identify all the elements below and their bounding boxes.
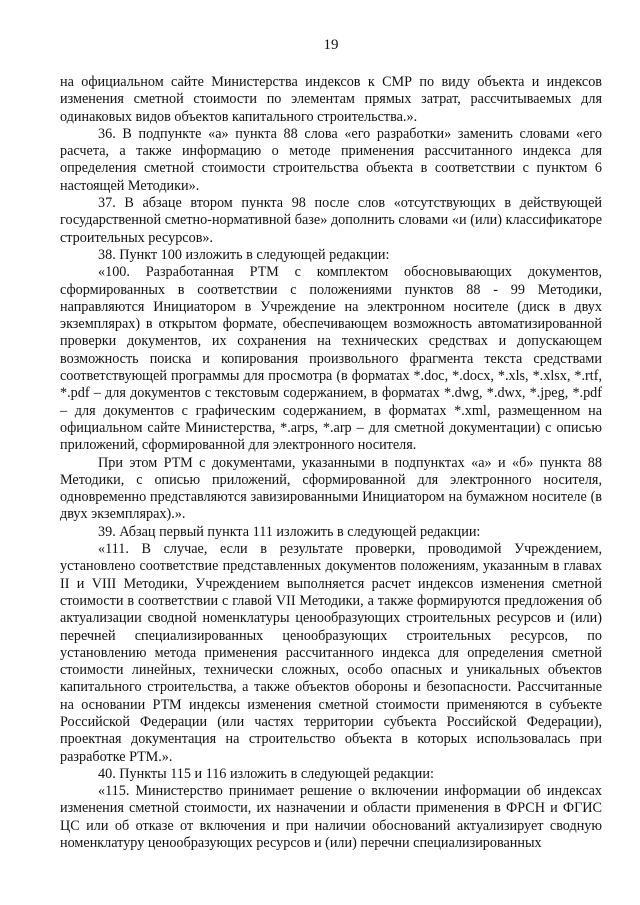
document-body: [60, 74, 602, 852]
paragraph: 37. В абзаце втором пункта 98 после слов «отсутствующих в действующей государственной сметно-нормативной базе» дополнить словами «и (или) классификаторе строительных ресурсов».: [60, 195, 602, 246]
paragraph: на официальном сайте Министерства индексов к СМР по виду объекта и индексов изменения сметной стоимости по элементам прямых затрат, рассчитываемых для одинаковых видов объектов капитального строительства.».: [60, 74, 602, 125]
paragraph: «100. Разработанная РТМ с комплектом обосновывающих документов, сформированных в соответствии с положениями пунктов 88 - 99 Методики, направляются Инициатором в Учреждение на электронном носителе (диск в двух экземплярах) в открытом формате, обеспечивающем возможность автоматизированной проверки документов, их сохранения на технических средствах и допускающем возможность поиска и копирования произвольного фрагмента текста средствами соответствующей программы для просмотра (в форматах *.doc, *.docx, *.xls, *.xlsx, *.rtf, *.pdf – для документов с текстовым содержанием, в форматах *.dwg, *.dwx, *.jpeg, *.pdf – для документов с графическим содержанием, в форматах *.xml, размещенном на официальном сайте Министерства, *.arps, *.arp – для сметной документации) с описью приложений, сформированной для электронного носителя.: [60, 264, 602, 454]
paragraph: «111. В случае, если в результате проверки, проводимой Учреждением, установлено соответствие представленных документов положениям, указанным в главах II и VIII Методики, Учреждением выполняется расчет индексов изменения сметной стоимости в соответствии с главой VII Методики, а также формируются предложения об актуализации сводной номенклатуры ценообразующих строительных ресурсов и (или) перечней специализированных ценообразующих строительных ресурсов, по установлению метода применения рассчитанного индекса для определения сметной стоимости линейных, технически сложных, особо опасных и уникальных объектов капитального строительства, а также объектов обороны и безопасности. Рассчитанные на основании РТМ индексы изменения сметной стоимости применяются в субъекте Российской Федерации (или частях территории субъекта Российской Федерации), проектная документация на строительство объекта в которых использовалась при разработке РТМ.».: [60, 541, 602, 765]
paragraph: 36. В подпункте «а» пункта 88 слова «его разработки» заменить словами «его расчета, а также информацию о методе применения рассчитанного индекса для определения сметной стоимости строительства объекта в соответствии с пунктом 6 настоящей Методики».: [60, 125, 602, 194]
page-number: 19: [323, 37, 339, 53]
paragraph: «115. Министерство принимает решение о включении информации об индексах изменения сметной стоимости, их назначении и области применения в ФРСН и ФГИС ЦС или об отказе от включения и при наличии обоснований актуализирует сводную номенклатуру ценообразующих ресурсов и (или) перечни специализированных: [60, 783, 602, 852]
paragraph: При этом РТМ с документами, указанными в подпунктах «а» и «б» пункта 88 Методики, с описью приложений, сформированной для электронного носителя, одновременно представляются завизированными Инициатором на бумажном носителе (в двух экземплярах).».: [60, 454, 602, 523]
paragraph: 40. Пункты 115 и 116 изложить в следующей редакции:: [98, 765, 434, 782]
paragraph: 38. Пункт 100 изложить в следующей редакции:: [98, 246, 390, 263]
paragraph: 39. Абзац первый пункта 111 изложить в следующей редакции:: [98, 523, 481, 540]
